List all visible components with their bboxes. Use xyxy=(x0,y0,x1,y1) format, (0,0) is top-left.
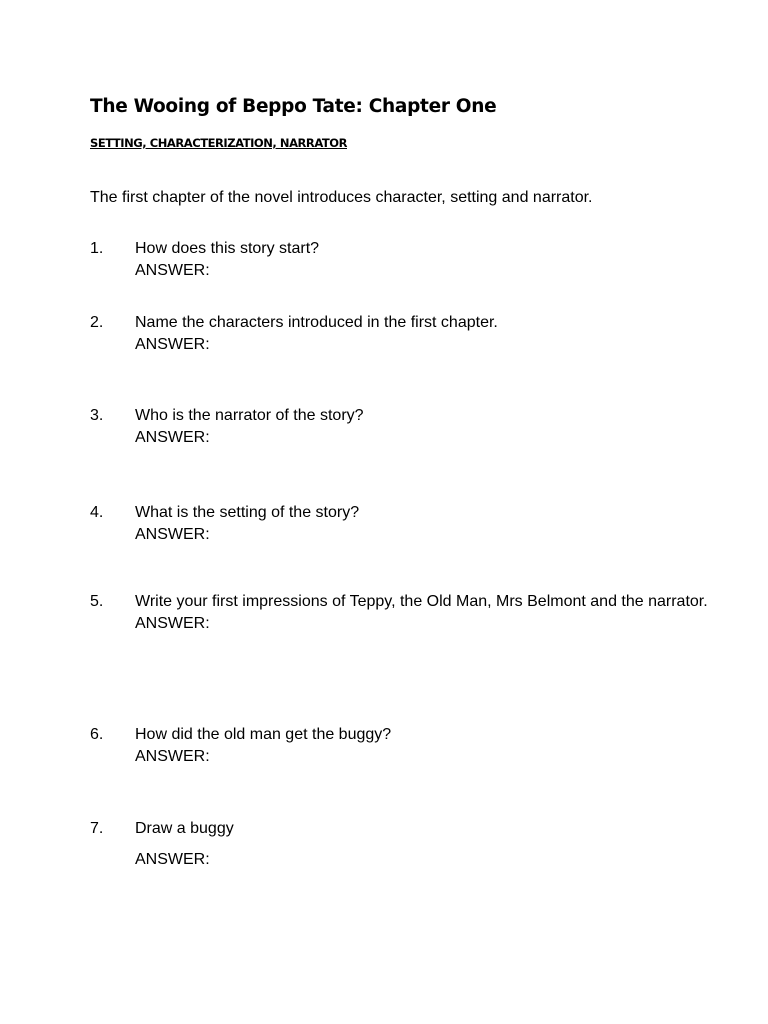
question-number: 6. xyxy=(90,726,104,743)
question-text: What is the setting of the story? xyxy=(135,504,360,521)
question-1 xyxy=(90,238,710,282)
question-text: Write your first impressions of Teppy, the Old Man, Mrs Belmont and the narrator. xyxy=(135,593,708,610)
question-text: How did the old man get the buggy? xyxy=(135,726,392,743)
question-4 xyxy=(90,502,710,546)
question-6 xyxy=(90,724,710,768)
document-subtitle: SETTING, CHARACTERIZATION, NARRATOR xyxy=(90,136,348,150)
answer-label: ANSWER: xyxy=(135,748,210,765)
answer-label: ANSWER: xyxy=(135,615,210,632)
document-title: The Wooing of Beppo Tate: Chapter One xyxy=(90,96,497,117)
question-number: 2. xyxy=(90,314,104,331)
question-number: 7. xyxy=(90,820,104,837)
question-number: 4. xyxy=(90,504,104,521)
answer-label: ANSWER: xyxy=(135,262,210,279)
question-number: 5. xyxy=(90,593,104,610)
answer-label: ANSWER: xyxy=(135,851,210,868)
question-text: Who is the narrator of the story? xyxy=(135,407,364,424)
answer-label: ANSWER: xyxy=(135,526,210,543)
question-text: Name the characters introduced in the first chapter. xyxy=(135,314,498,331)
question-3 xyxy=(90,405,710,449)
question-text: Draw a buggy xyxy=(135,820,234,837)
question-text: How does this story start? xyxy=(135,240,320,257)
answer-label: ANSWER: xyxy=(135,429,210,446)
question-5 xyxy=(90,591,710,635)
question-7 xyxy=(90,818,710,871)
question-number: 3. xyxy=(90,407,104,424)
question-2 xyxy=(90,312,710,356)
answer-label: ANSWER: xyxy=(135,336,210,353)
intro-paragraph: The first chapter of the novel introduces character, setting and narrator. xyxy=(90,189,593,206)
question-number: 1. xyxy=(90,240,104,257)
